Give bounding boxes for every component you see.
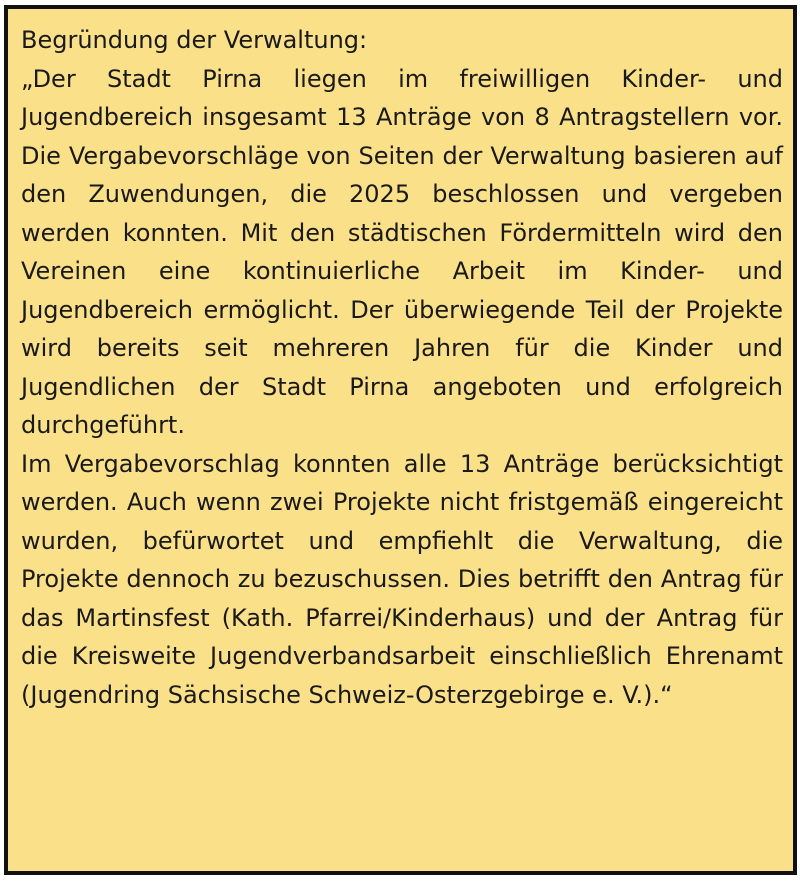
justification-text — [21, 21, 783, 714]
justification-box — [4, 5, 797, 875]
heading: Begründung der Verwaltung: — [21, 26, 368, 54]
paragraph-1: „Der Stadt Pirna liegen im freiwilligen Kinder- und Jugendbereich insgesamt 13 Anträge von 8 Antragstellern vor. Die Vergabevorschläge von Seiten der Verwaltung basieren auf den Zuwendungen, die 2025 beschlossen und vergeben werden konnten. Mit den städtischen Fördermitteln wird den Vereinen eine kontinuierliche Arbeit im Kinder- und Jugendbereich ermöglicht. Der überwiegende Teil der Projekte wird bereits seit mehreren Jahren für die Kinder und Jugendlichen der Stadt Pirna angeboten und erfolgreich durchgeführt. — [21, 64, 783, 439]
paragraph-2: Im Vergabevorschlag konnten alle 13 Anträge berücksichtigt werden. Auch wenn zwei Projekte nicht fristgemäß eingereicht wurden, befürwortet und empfiehlt die Verwaltung, die Projekte dennoch zu bezuschussen. Dies betrifft den Antrag für das Martinsfest (Kath. Pfarrei/Kinderhaus) und der Antrag für die Kreisweite Jugendverbandsarbeit einschließlich Ehrenamt (Jugendring Sächsische Schweiz-Osterzgebirge e. V.).“ — [21, 449, 783, 709]
